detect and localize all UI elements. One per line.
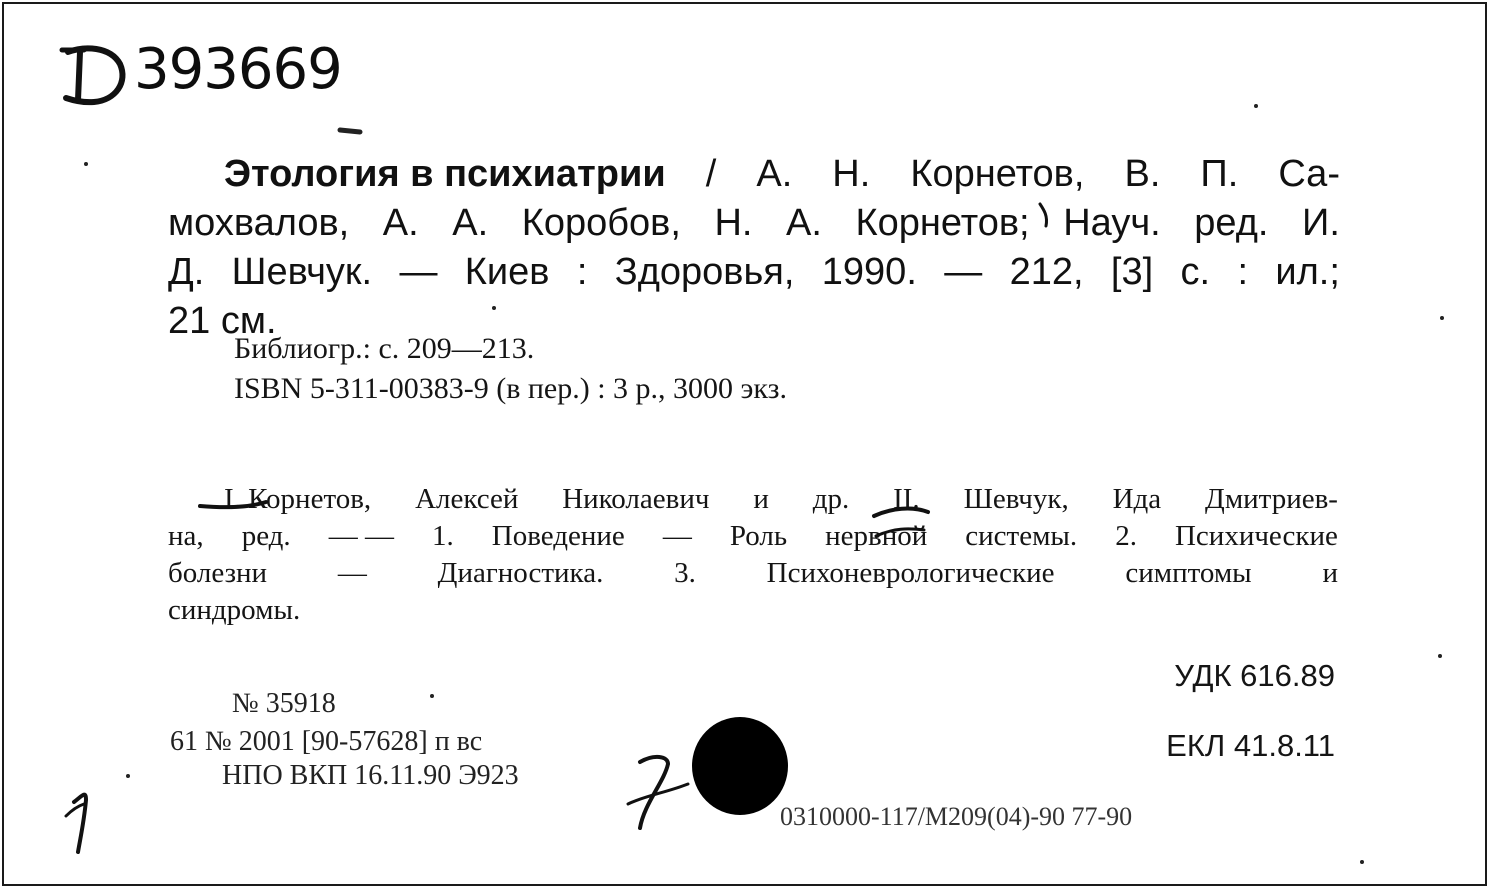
dust-speck xyxy=(492,306,496,310)
dust-speck xyxy=(126,774,130,778)
main-entry-word: / xyxy=(705,153,717,195)
main-entry-line xyxy=(168,199,1340,248)
tracing-word: Николаевич xyxy=(562,483,710,515)
main-entry-word: Д. xyxy=(168,251,205,293)
tracing-word: Шевчук, xyxy=(963,483,1069,515)
tracing-word: Психоневрологические xyxy=(766,557,1055,589)
bottom-code: 0310000-117/М209(04)-90 77-90 xyxy=(780,802,1133,831)
main-entry-word: ил.; xyxy=(1275,251,1340,293)
dust-speck xyxy=(430,694,434,698)
tracing-word: — xyxy=(337,557,367,589)
tracing-word: системы. xyxy=(965,520,1078,552)
handwritten-letter-d xyxy=(58,40,128,108)
tracing-word: синдромы. xyxy=(168,594,301,626)
dust-speck xyxy=(1360,860,1364,864)
tracing-word: — — xyxy=(328,520,394,552)
isbn-note: ISBN 5-311-00383-9 (в пер.) : 3 р., 3000 экз. xyxy=(234,372,787,405)
main-entry-word: Корнетов, xyxy=(910,153,1085,195)
tracing-word: Поведение xyxy=(491,520,625,552)
tracing-word: ред. xyxy=(241,520,291,552)
tracing-word: нервной xyxy=(825,520,928,552)
main-entry-word: Н. xyxy=(714,202,753,244)
udk-code: УДК 616.89 xyxy=(1174,658,1335,693)
main-entry-word: А. xyxy=(382,202,419,244)
tracing-word: и xyxy=(1322,557,1338,589)
main-entry-word: мохвалов, xyxy=(168,202,350,244)
dust-speck xyxy=(1438,654,1442,658)
tracing-word: II. xyxy=(893,483,920,515)
printer-imprint: НПО ВКП 16.11.90 Э923 xyxy=(222,760,519,791)
catalog-card xyxy=(2,2,1487,886)
punched-dot xyxy=(692,717,788,815)
tracing-word: 1. xyxy=(432,520,454,552)
ekl-code: ЕКЛ 41.8.11 xyxy=(1166,728,1335,763)
main-entry-word: Н. xyxy=(832,153,871,195)
main-entry-word: Киев xyxy=(464,251,550,293)
tracing-word: Роль xyxy=(729,520,788,552)
print-order: 61 № 2001 [90-57628] п вс xyxy=(170,726,483,757)
call-number: 393669 xyxy=(134,37,342,102)
tracing-word: симптомы xyxy=(1125,557,1252,589)
main-entry-line xyxy=(168,248,1340,297)
tracing-word: Психические xyxy=(1174,520,1338,552)
main-entry-word: с. xyxy=(1180,251,1211,293)
bibliography-note: Библиогр.: с. 209—213. xyxy=(234,332,535,365)
main-entry-word: А. xyxy=(756,153,793,195)
tracing-word: I. Корнетов, xyxy=(224,483,372,515)
main-entry-word: 1990. xyxy=(821,251,917,293)
tracing-line xyxy=(168,555,1338,592)
main-entry-word: Са- xyxy=(1278,153,1340,195)
main-entry-word: 21 см. xyxy=(168,300,277,342)
main-entry-word: Здоровья, xyxy=(614,251,795,293)
main-entry-word: Корнетов; xyxy=(855,202,1030,244)
main-entry-word: Коробов, xyxy=(521,202,681,244)
main-entry-word: — xyxy=(944,251,983,293)
main-entry-word: А. xyxy=(786,202,822,244)
tracing-word: болезни xyxy=(168,557,268,589)
tracing-line xyxy=(168,592,1338,629)
main-entry-word: В. xyxy=(1124,153,1161,195)
tracing-line xyxy=(168,518,1338,555)
main-entry-word: [3] xyxy=(1110,251,1154,293)
tracing-word: Дмитриев- xyxy=(1205,483,1338,515)
main-entry-word: 212, xyxy=(1009,251,1084,293)
tracing-word: на, xyxy=(168,520,204,552)
main-entry-word: Науч. xyxy=(1063,202,1161,244)
dust-speck xyxy=(1440,316,1444,320)
book-title: Этология в психиатрии xyxy=(224,153,666,195)
tracing-word: Алексей xyxy=(415,483,519,515)
main-entry-word: : xyxy=(1237,251,1249,293)
main-entry-word: А. xyxy=(452,202,489,244)
tracing-word: и xyxy=(753,483,769,515)
tracing-word: 2. xyxy=(1115,520,1137,552)
tracings xyxy=(168,481,1338,629)
main-entry-word: Шевчук. xyxy=(231,251,373,293)
dust-speck xyxy=(1254,104,1258,108)
main-entry-word: : xyxy=(576,251,588,293)
main-entry xyxy=(168,150,1340,346)
tracing-word: 3. xyxy=(674,557,696,589)
tracing-word: др. xyxy=(812,483,850,515)
tracing-word: Ида xyxy=(1112,483,1162,515)
tracing-word: — xyxy=(662,520,692,552)
accession-number: № 35918 xyxy=(232,688,336,719)
main-entry-word: И. xyxy=(1302,202,1340,244)
main-entry-word: — xyxy=(399,251,438,293)
dust-speck xyxy=(84,162,88,166)
main-entry-word: П. xyxy=(1200,153,1239,195)
tracing-word: Диагностика. xyxy=(437,557,604,589)
tracing-line xyxy=(168,481,1338,518)
main-entry-word: ред. xyxy=(1194,202,1269,244)
main-entry-line xyxy=(168,150,1340,199)
